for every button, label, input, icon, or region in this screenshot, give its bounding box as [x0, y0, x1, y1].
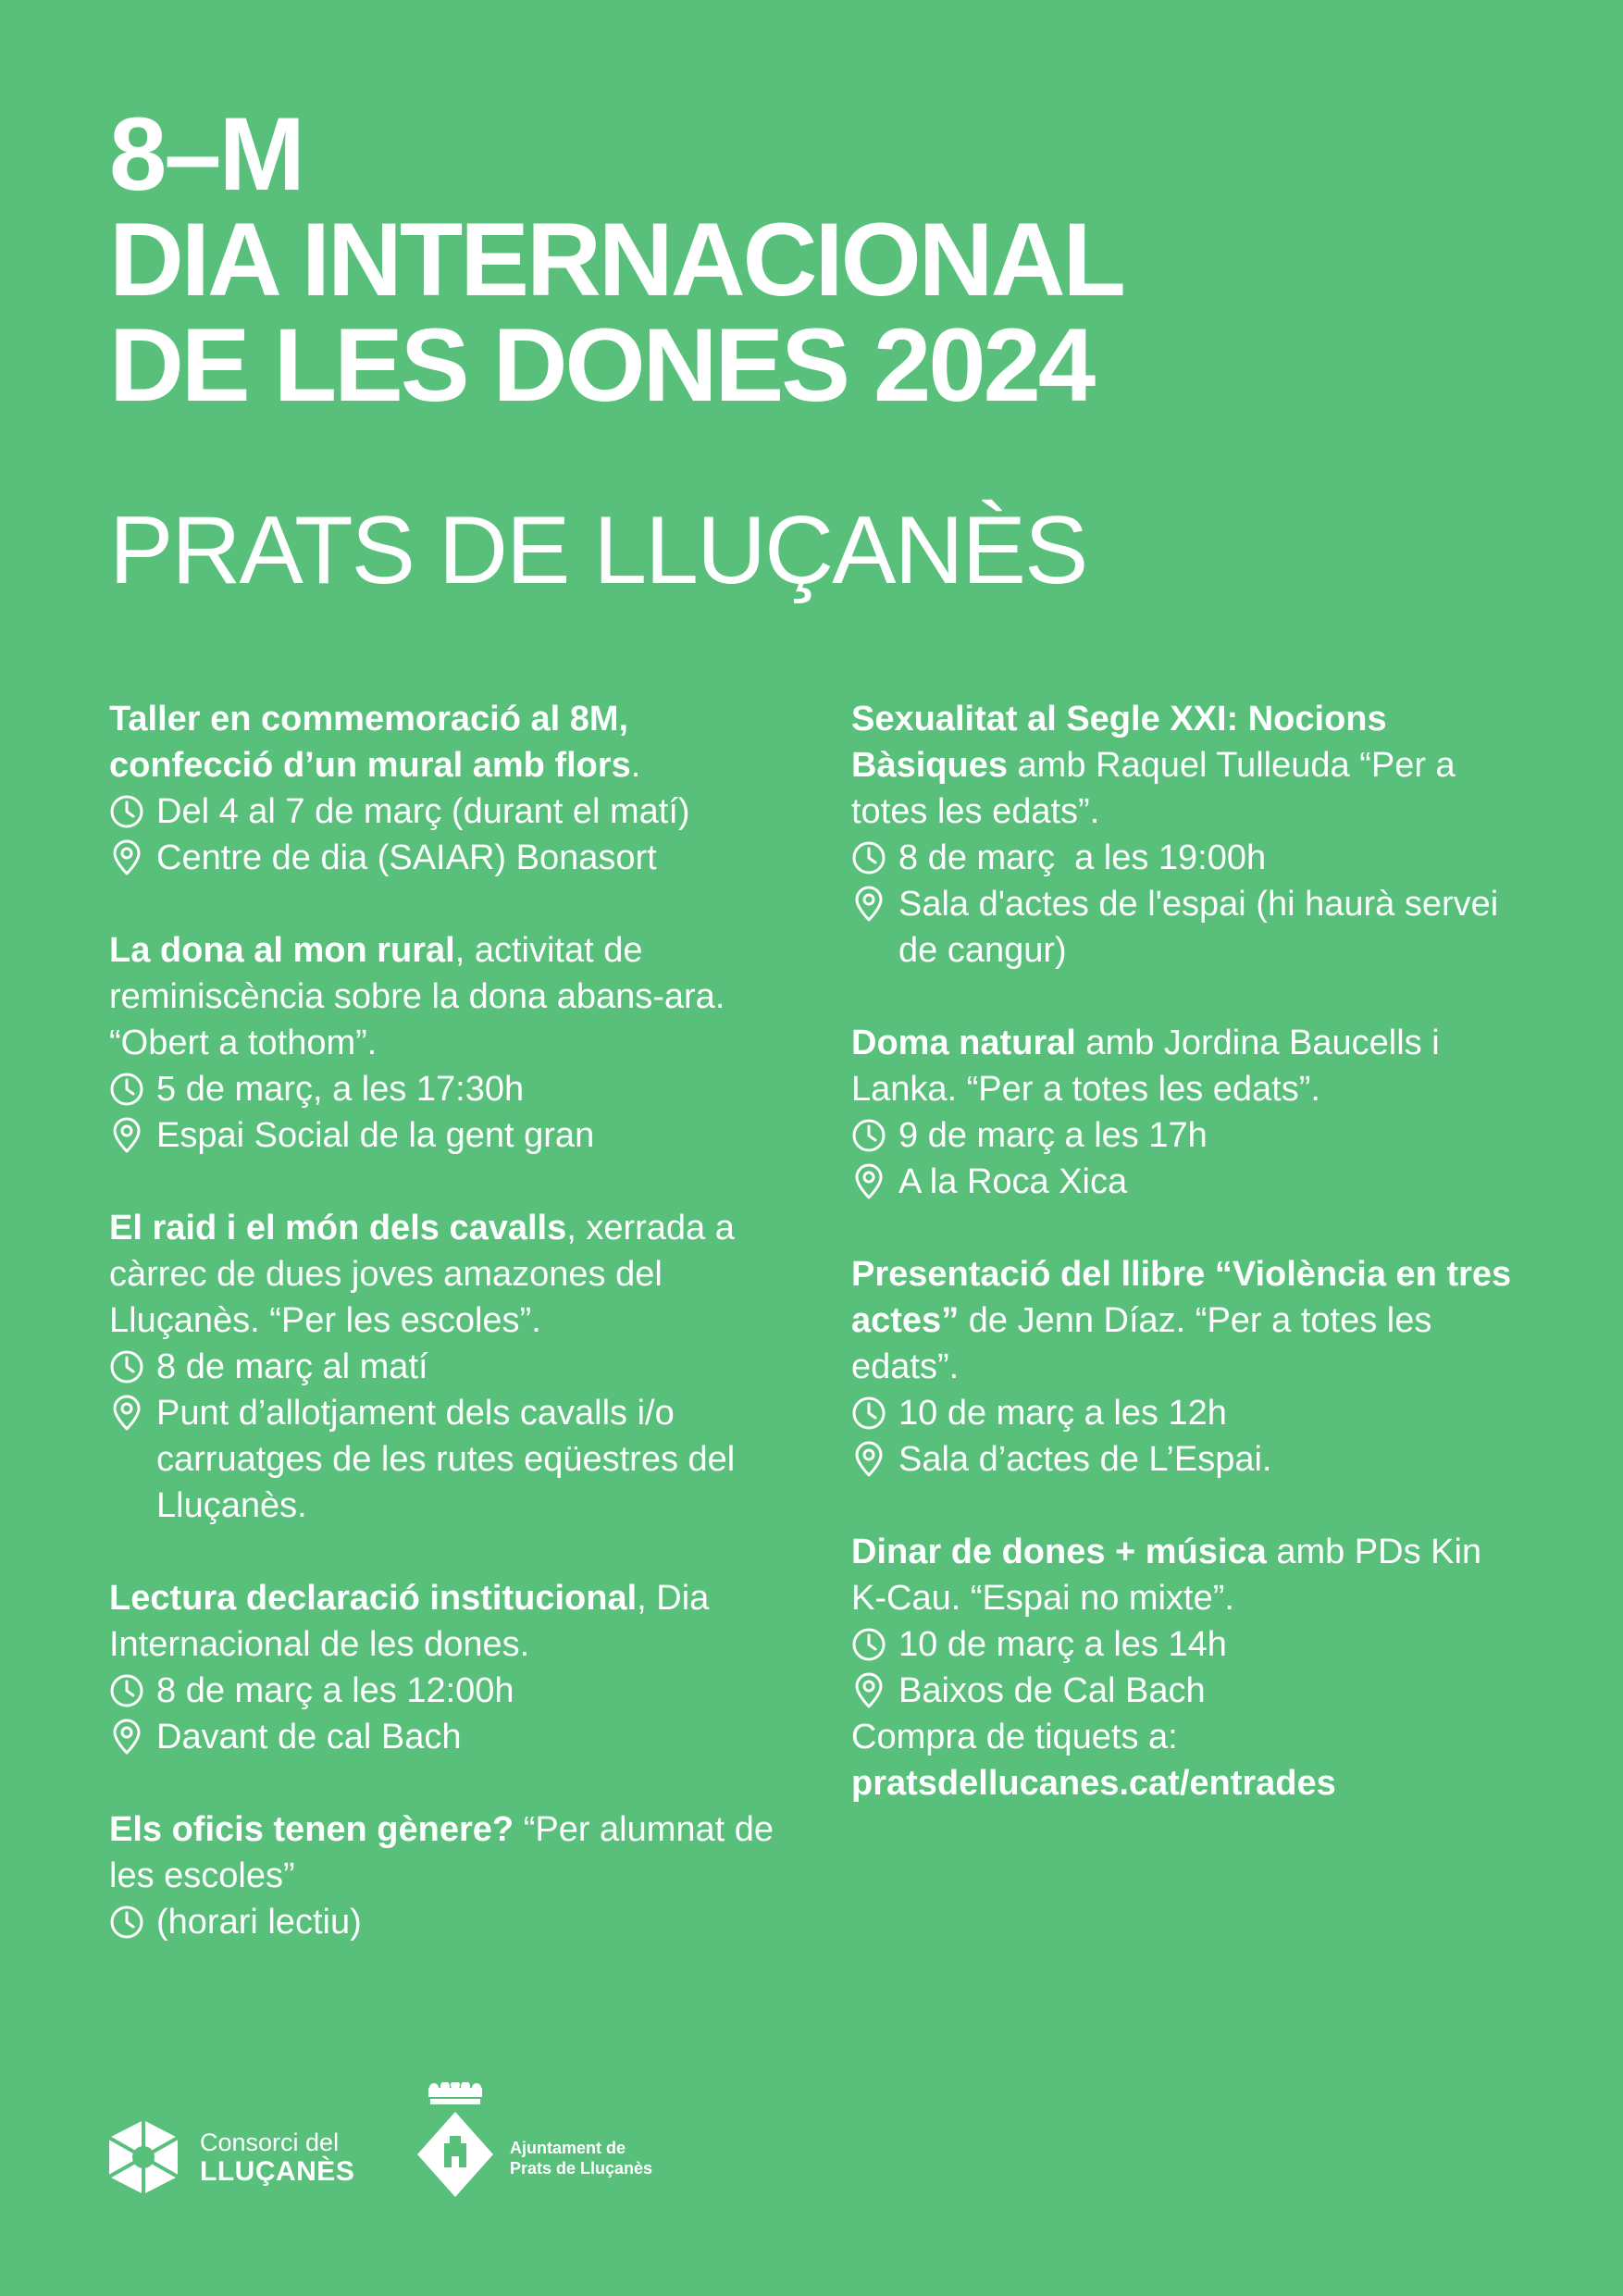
event-title: Presentació del llibre “Violència en tres actes”	[851, 1255, 1512, 1340]
consorci-logo-line2: LLUÇANÈS	[200, 2156, 355, 2187]
event-title: El raid i el món dels cavalls	[109, 1209, 567, 1247]
event-item	[851, 1529, 1518, 1806]
event-time-text: 10 de març a les 12h	[898, 1394, 1227, 1433]
event-title: Doma natural	[851, 1024, 1076, 1062]
event-place-text: A la Roca Xica	[898, 1162, 1128, 1201]
event-time-text: 8 de març al matí	[156, 1347, 428, 1386]
event-description: , activitat de reminiscència sobre la dona abans-ara. “Obert a tothom”.	[109, 931, 725, 1062]
event-place-text: Centre de dia (SAIAR) Bonasort	[156, 838, 657, 877]
location-pin-icon	[851, 1436, 888, 1483]
event-description: amb Jordina Baucells i Lanka. “Per a totes les edats”.	[851, 1024, 1440, 1109]
event-description: “Per alumnat de les escoles”	[109, 1810, 774, 1895]
event-heading	[109, 1205, 794, 1344]
event-description: .	[630, 746, 641, 785]
event-place	[109, 1112, 794, 1159]
footer-logos	[104, 2082, 751, 2212]
event-time-text: 8 de març a les 19:00h	[898, 838, 1267, 877]
event-place-text: Punt d’allotjament dels cavalls i/o carruatges de les rutes eqüestres del Lluçanès.	[156, 1394, 736, 1525]
location-pin-icon	[109, 1390, 146, 1436]
poster-title	[109, 96, 1123, 423]
location-pin-icon	[109, 1714, 146, 1760]
event-item	[109, 696, 794, 881]
location-pin-icon	[851, 1668, 888, 1714]
event-place-text: Sala d'actes de l'espai (hi haurà servei de cangur)	[898, 885, 1499, 970]
location-pin-icon	[851, 881, 888, 927]
location-pin-icon	[109, 835, 146, 881]
event-time-text: 10 de març a les 14h	[898, 1625, 1227, 1664]
title-line-3: DE LES DONES 2024	[109, 307, 1094, 423]
clock-icon	[109, 1344, 146, 1390]
event-item	[109, 1806, 794, 1945]
event-place-text: Davant de cal Bach	[156, 1718, 462, 1756]
consorci-logo-line1: Consorci del	[200, 2128, 340, 2156]
event-place	[851, 1668, 1518, 1714]
consorci-llucanes-logo	[104, 2117, 354, 2197]
clock-icon	[851, 1112, 888, 1159]
event-title: Dinar de dones + música	[851, 1533, 1267, 1571]
event-item	[109, 1575, 794, 1760]
event-place-text: Sala d’actes de L’Espai.	[898, 1440, 1272, 1479]
event-description: de Jenn Díaz. “Per a totes les edats”.	[851, 1301, 1432, 1386]
event-description: amb Raquel Tulleuda “Per a totes les edats”.	[851, 746, 1456, 831]
event-item	[851, 1020, 1518, 1205]
clock-icon	[851, 835, 888, 881]
event-title: Lectura declaració institucional	[109, 1579, 638, 1618]
event-item	[851, 1251, 1518, 1483]
event-title: Taller en commemoració al 8M, confecció d’un mural amb flors	[109, 700, 631, 785]
event-time-text: (horari lectiu)	[156, 1903, 362, 1942]
event-description: amb PDs Kin K-Cau. “Espai no mixte”.	[851, 1533, 1482, 1618]
event-time-text: 8 de març a les 12:00h	[156, 1671, 514, 1710]
events-left-column	[109, 696, 794, 1992]
event-heading	[109, 927, 794, 1066]
event-title: La dona al mon rural	[109, 931, 455, 970]
event-place	[109, 1390, 794, 1529]
clock-icon	[109, 1668, 146, 1714]
consorci-emblem-icon	[104, 2117, 183, 2197]
event-heading	[109, 1575, 794, 1668]
event-place	[109, 1714, 794, 1760]
event-time	[109, 1899, 794, 1945]
event-time	[109, 1066, 794, 1112]
location-pin-icon	[851, 1159, 888, 1205]
event-description: , xerrada a càrrec de dues joves amazones del Lluçanès. “Per les escoles”.	[109, 1209, 735, 1340]
event-place	[851, 881, 1518, 974]
event-heading	[109, 1806, 794, 1899]
clock-icon	[109, 1066, 146, 1112]
events-right-column	[851, 696, 1518, 1853]
event-heading	[851, 1529, 1518, 1621]
event-heading	[109, 696, 794, 788]
tickets-label: Compra de tiquets a:	[851, 1718, 1178, 1756]
event-heading	[851, 1251, 1518, 1390]
title-line-1: 8–M	[109, 96, 303, 212]
event-time	[109, 1668, 794, 1714]
event-time	[851, 835, 1518, 881]
event-time-text: 9 de març a les 17h	[898, 1116, 1208, 1155]
clock-icon	[851, 1621, 888, 1668]
event-time-text: 5 de març, a les 17:30h	[156, 1070, 525, 1109]
event-place	[851, 1159, 1518, 1205]
event-title: Els oficis tenen gènere?	[109, 1810, 514, 1849]
event-title: Sexualitat al Segle XXI: Nocions Bàsiques	[851, 700, 1387, 785]
ajuntament-prats-logo	[414, 2082, 652, 2203]
tickets-link[interactable]: pratsdellucanes.cat/entrades	[851, 1764, 1336, 1803]
event-time	[851, 1112, 1518, 1159]
event-time	[851, 1390, 1518, 1436]
ajuntament-logo-line1: Ajuntament de	[510, 2139, 626, 2157]
event-time	[851, 1621, 1518, 1668]
location-pin-icon	[109, 1112, 146, 1159]
event-time-text: Del 4 al 7 de març (durant el matí)	[156, 792, 690, 831]
event-item	[109, 927, 794, 1159]
event-time	[109, 1344, 794, 1390]
title-line-2: DIA INTERNACIONAL	[109, 202, 1123, 317]
clock-icon	[851, 1390, 888, 1436]
event-description: , Dia Internacional de les dones.	[109, 1579, 710, 1664]
event-time	[109, 788, 794, 835]
clock-icon	[109, 788, 146, 835]
event-heading	[851, 1020, 1518, 1112]
event-place	[851, 1436, 1518, 1483]
clock-icon	[109, 1899, 146, 1945]
ajuntament-logo-line2: Prats de Lluçanès	[510, 2159, 653, 2178]
event-item	[109, 1205, 794, 1529]
event-heading	[851, 696, 1518, 835]
event-place-text: Espai Social de la gent gran	[156, 1116, 595, 1155]
coat-of-arms-icon	[414, 2082, 497, 2203]
town-name: PRATS DE LLUÇANÈS	[109, 497, 1087, 604]
event-place	[109, 835, 794, 881]
event-place-text: Baixos de Cal Bach	[898, 1671, 1206, 1710]
event-item	[851, 696, 1518, 974]
